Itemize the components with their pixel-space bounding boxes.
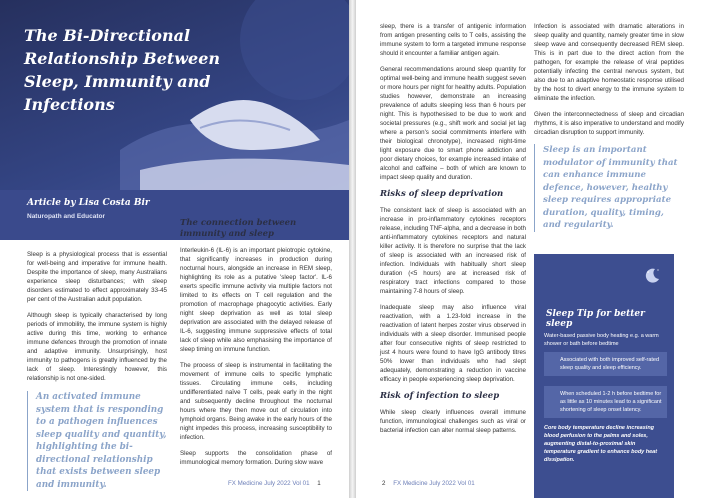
connection-paragraph-1: Interleukin-6 (IL-6) is an important pleiotropic cytokine, that significantly increases in production during nocturnal hours, alongside an increase in REM sleep, highlighting its role as a putative 'sleep factor'. IL-6 exerts specific immune activity via multiple factors not limited to its effects on T cell regulation and the promotion of macrophage phagocytic activities. Early night sleep deprivation as well as total sleep deprivation are associated with the delayed release of IL-6, suggesting immune suppressive effects of total lack of sleep while also emphasising the importance of sleep timing on immune function. [180, 247, 332, 353]
section-heading-infection: Risk of infection to sleep [380, 391, 500, 401]
footer-text: FX Medicine July 2022 Vol 01 [393, 480, 475, 487]
author-role: Naturopath and Educator [27, 213, 106, 220]
page-number: 1 [317, 480, 321, 487]
infection-paragraph: While sleep clearly influences overall immune function, immunological challenges such as viral or bacterial infection can alter normal sleep patterns. [380, 409, 526, 434]
tip-title: Sleep Tip for better sleep [546, 309, 645, 329]
tip-item: When scheduled 1-2 h before bedtime for as little as 10 minutes lead to a significant shortening of sleep onset latency. [544, 386, 667, 418]
page-number: 2 [382, 480, 386, 487]
pull-quote-right: Sleep is an important modulator of immunity that can enhance immune defence, however, healthy sleep requires appropriate duration, quality, timing, and regularity. [534, 144, 684, 232]
moon-icon [642, 266, 662, 286]
right-column-1 [380, 22, 526, 442]
right-column-2 [534, 22, 684, 232]
book-spine [349, 0, 356, 498]
right-footer [382, 480, 502, 498]
intro-paragraph-1: Sleep is a physiological process that is essential for well-being and imperative for immune health. Despite the importance of sleep, many Australians experience sleep disturbances; with sleep disorders estimated to effect approximately 33-45 per cent of the Australian adult population. [27, 251, 167, 303]
sleep-tip-box [534, 254, 674, 498]
pull-quote-left: An activated immune system that is responding to a pathogen influences sleep quality and quantity, highlighting the bi-directional relationship that exists between sleep and immunity. [27, 391, 167, 491]
risks-paragraph-2: Inadequate sleep may also influence viral reactivation, with a 1.23-fold increase in the reactivation of latent herpes zoster virus observed in individuals with a sleep disorder. Immunised people after four consecutive nights of sleep restricted to just 4 hours were found to have IgG antibody titres 50% lower than individuals who had slept adequately, demonstrating a reduction in vaccine efficacy in people experiencing sleep deprivation. [380, 304, 526, 383]
left-column-1 [27, 250, 167, 491]
connection-paragraph-3: Sleep supports the consolidation phase of immunological memory formation. During slow wave [180, 450, 332, 466]
risks-paragraph-1: The consistent lack of sleep is associated with an increase in pro-inflammatory cytokines receptors release, including TNF-alpha, and a decrease in both anti-inflammatory cytokines receptors and natural killer activity. It is therefore no surprise that the lack of sleep is associated with an increased risk of infection. Individuals with habitually short sleep duration (<5 hours) are at increased risk of respiratory tract infections compared to those maintaining 7-8 hours of sleep. [380, 207, 526, 295]
circadian-paragraph: Given the interconnectedness of sleep and circadian rhythms, it is also imperative to understand and modify circadian disruption to support immunity. [534, 111, 684, 136]
author-name: Article by Lisa Costa Bir [27, 198, 150, 208]
section-heading-connection: The connection between immunity and sleep [180, 218, 297, 239]
tip-item: Associated with both improved self-rated sleep quality and sleep efficiency. [544, 352, 667, 376]
tip-item: Core body temperature decline increasing blood perfusion to the palms and soles, augmenting distal-to-proximal skin temperature gradient to enhance body heat dissipation. [544, 425, 658, 463]
left-column-2 [180, 218, 332, 474]
section-heading-risks: Risks of sleep deprivation [380, 189, 504, 199]
infection-effects-paragraph: Infection is associated with dramatic alterations in sleep quality and quantity, namely greater time in slow sleep wave and consequently decreased REM sleep. This is in part due to the direct action from the pathogen, for example the release of viral peptides potentially infecting the central nervous system, but also due to an adaptive homeostatic response utilised by the host to divert energy to the immune system to eliminate the infection. [534, 23, 684, 102]
intro-paragraph-2: Although sleep is typically characterised by long periods of immobility, the immune system is highly active during this time, working to enhance immune defences through the promotion of innate and adaptive immunity. Unsurprisingly, host immunity to pathogens is greatly influenced by the lack of sleep. Interestingly however, this relationship is not one-sided. [27, 312, 167, 382]
tip-item: Water-based passive body heating e.g. a warm shower or bath before bedtime [544, 333, 659, 347]
recommendations-paragraph: General recommendations around sleep quantity for optimal well-being and immune health suggest seven or more hours per night for healthy adults. Population studies however, demonstrate an increasing prevalence of adults sleeping less than 6 hours per night. This is hypothesised to be due to work and societal pressures (e.g., shift work and social jet lag where a person's social commitments interfere with their biological chronotype), increased night-time light exposure due to smart phone addiction and poor dietary choices, for example increased intake of alcohol and caffeine – both of which are known to impact sleep quality and duration. [380, 66, 526, 181]
hero-illustration [0, 0, 349, 240]
left-footer [228, 480, 338, 498]
memory-paragraph: sleep, there is a transfer of antigenic information from antigen presenting cells to T cells, assisting the immune system to form a targeted immune response should it encounter a familiar antigen again. [380, 23, 526, 57]
connection-paragraph-2: The process of sleep is instrumental in facilitating the movement of immune cells to specific lymphatic tissues. Circulating immune cells, including undifferentiated naïve T cells, peak early in the night and subsequently decline throughout the nocturnal hours where they then move out of circulation into lymphoid organs. Being awake in the early hours of the night impedes this process, increasing susceptibility to infection. [180, 362, 332, 441]
footer-text: FX Medicine July 2022 Vol 01 [228, 480, 310, 487]
article-title: The Bi-Directional Relationship Between Sleep, Immunity and Infections [24, 26, 221, 114]
left-page [0, 0, 349, 498]
